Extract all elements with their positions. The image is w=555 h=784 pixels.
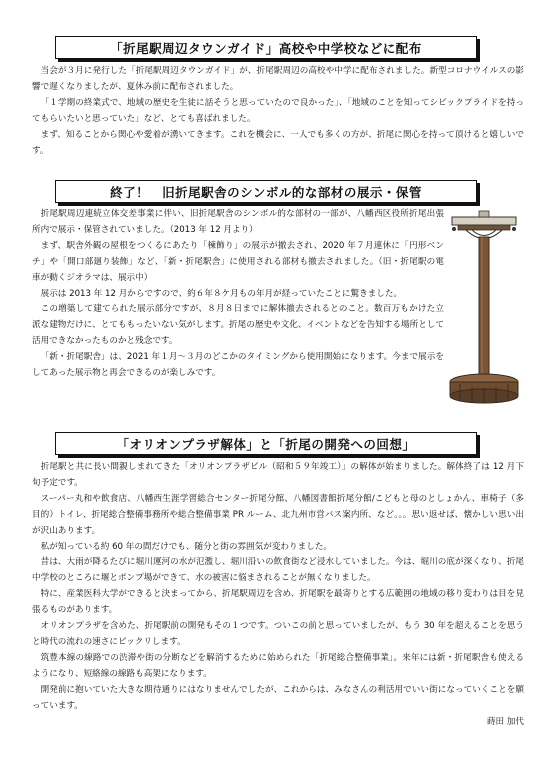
section1-paragraph: まず、知ることから関心や愛着が湧いてきます。これを機会に、一人でも多くの方が、折尾に関心を持って頂けると嬉しいです。 xyxy=(32,129,524,156)
section3-paragraph: 特に、産業医科大学ができると決まってから、折尾駅周辺を含め、折尾駅を最寄りとする広範囲の地域の移り変わりは目を見張るものがあります。 xyxy=(32,589,524,616)
section1-body xyxy=(32,64,524,159)
section2-paragraph: 折尾駅周辺連続立体交差事業に伴い、旧折尾駅舎のシンボル的な部材の一部が、八幡西区役所折尾出張所内で展示・保管されていました。（2013 年 12 月より） xyxy=(32,209,444,235)
section2-paragraph: 展示は 2013 年 12 月からですので、約６年８ケ月もの年月が経っていたことに驚きました。 xyxy=(40,288,403,299)
section2-title: 終了！ 旧折尾駅舎のシンボル的な部材の展示・保管 xyxy=(110,184,422,200)
section1-heading xyxy=(55,36,477,59)
section3-paragraph: 折尾駅と共に長い間親しまれてきた「オリオンプラザビル（昭和５９年竣工）」の解体が始まりました。解体終了は 12 月下旬予定です。 xyxy=(32,462,524,488)
section3-heading xyxy=(55,432,477,455)
section1-paragraph: 「１学期の終業式で、地域の歴史を生徒に話そうと思っていたので良かった」、「地域のことを知ってシビックプライドを持ってもらいたいと思っていた」など、とても喜ばれました。 xyxy=(32,97,524,124)
section3-title: 「オリオンプラザ解体」と「折尾の開発への回想」 xyxy=(116,436,416,452)
station-pillar-illustration xyxy=(446,207,522,407)
section3-paragraph: 筑豊本線の線路での渋滞や街の分断などを解消するために始められた「折尾総合整備事業」。来年には新・折尾駅舎も使えるようになり、短絡線の線路も高架になります。 xyxy=(32,652,524,679)
section1-paragraph: 当会が３月に発行した「折尾駅周辺タウンガイド」が、折尾駅周辺の高校や中学に配布されました。新型コロナウイルスの影響で遅くなりましたが、夏休み前に配布されました。 xyxy=(32,66,524,92)
section3-paragraph: 昔は、大雨が降るたびに堀川運河の水が氾濫し、堀川沿いの飲食街など浸水していました。今は、堀川の底が深くなり、折尾中学校のところに堰とポンプ場ができて、水の被害に悩まされることが無くなりました。 xyxy=(32,557,524,584)
section2-paragraph: 「新・折尾駅舎」は、2021 年１月～３月のどこかのタイミングから使用開始になります。今まで展示をしてあった展示物と再会できるのが楽しみです。 xyxy=(32,352,444,379)
section2-body xyxy=(32,207,444,382)
section2-paragraph: まず、駅舎外観の屋根をつくるにあたり「棟飾り」の展示が撤去され、2020 年７月連休に「円形ベンチ」や「開口部廻り装飾」など、「新・折尾駅舎」に使用される部材も撤去されました。（旧・折尾駅の電車が動くジオラマは、展示中） xyxy=(32,240,444,283)
section3-paragraph: スーパー丸和や飲食店、八幡西生涯学習総合センター折尾分館、八幡図書館折尾分館/こどもと母のとしょかん、車椅子（多目的）トイレ、折尾総合整備事務所や総合整備事業 PR ルーム、北九州市営バス案内所、など。。。思い返せば、懐かしい思い出が沢山あります。 xyxy=(32,493,524,536)
section2-paragraph: この増築して建てられた展示部分ですが、８月８日までに解体撤去されるとのこと。数百万もかけた立派な建物だけに、とてももったいない気がします。折尾の歴史や文化、イベントなどを告知する場所として活用できなかったものかと残念です。 xyxy=(32,304,444,347)
section3-paragraph: 私が知っている約 60 年の間だけでも、随分と街の雰囲気が変わりました。 xyxy=(40,541,332,552)
section3-paragraph: 開発前に抱いていた大きな期待通りにはなりませんでしたが、これからは、みなさんの利活用でいい街になっていくことを願っています。 xyxy=(32,684,524,711)
section3-body xyxy=(32,460,524,730)
section2-heading xyxy=(55,180,477,203)
section3-paragraph: オリオンプラザを含めた、折尾駅前の開発もその１つです。ついこの前と思っていましたが、もう 30 年を超えることを思うと時代の流れの速さにビックリします。 xyxy=(32,621,524,647)
pillar-icon xyxy=(446,207,522,407)
author-name: 蒔田 加代 xyxy=(486,716,524,727)
section1-title: 「折尾駅周辺タウンガイド」高校や中学校などに配布 xyxy=(110,40,422,56)
